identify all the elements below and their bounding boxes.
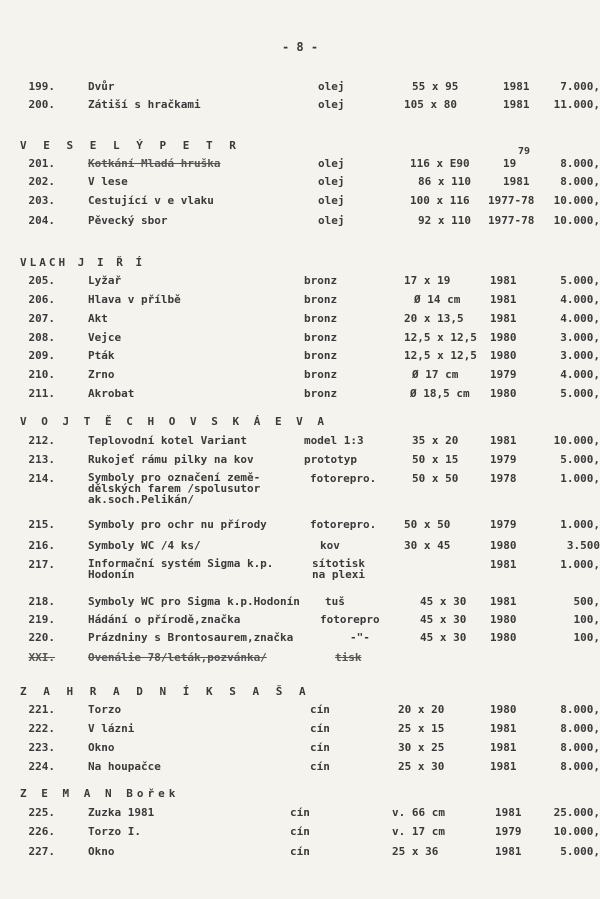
item-size: 30 x 25	[398, 741, 445, 754]
item-year: 1981	[490, 558, 517, 571]
item-price: 3.500	[566, 539, 600, 552]
item-number: 200.	[28, 98, 55, 111]
list-item	[0, 651, 600, 669]
item-title: V lese	[88, 175, 128, 188]
item-title: Pták	[88, 349, 115, 362]
item-price: 3.000,	[560, 331, 600, 344]
item-size: 86 x 110	[418, 175, 471, 188]
list-item	[0, 349, 600, 367]
item-number: 224.	[28, 760, 55, 773]
item-size: 45 x 30	[420, 613, 467, 626]
item-technique: olej	[318, 157, 345, 170]
item-technique: bronz	[304, 349, 338, 362]
item-size: 12,5 x 12,5	[404, 331, 477, 344]
list-item	[0, 434, 600, 452]
list-item	[0, 80, 600, 98]
item-technique: prototyp	[304, 453, 357, 466]
item-price: 8.000,	[560, 760, 600, 773]
item-title: Torzo	[88, 703, 122, 716]
item-number: 213.	[28, 453, 55, 466]
item-number: 202.	[28, 175, 55, 188]
list-item	[0, 387, 600, 405]
item-size: 55 x 95	[412, 80, 459, 93]
item-number: 217.	[28, 558, 55, 571]
item-year: 1978	[490, 472, 517, 485]
item-technique: sítotisk na plexi	[312, 557, 365, 581]
item-year: 1981	[490, 312, 517, 325]
item-title: Okno	[88, 845, 115, 858]
item-size: 100 x 116	[410, 194, 470, 207]
item-number: 204.	[28, 214, 55, 227]
item-title: Lyžař	[88, 274, 122, 287]
list-item	[0, 825, 600, 843]
list-item	[0, 274, 600, 292]
item-technique: -"-	[350, 631, 370, 644]
item-technique: bronz	[304, 368, 338, 381]
item-technique: olej	[318, 175, 345, 188]
list-item	[0, 175, 600, 193]
item-title: Prázdniny s Brontosaurem,značka	[88, 631, 294, 644]
item-year: 1981	[490, 741, 517, 754]
item-number: 210.	[28, 368, 55, 381]
item-price: 4.000,	[560, 293, 600, 306]
list-item	[0, 157, 600, 175]
item-number: 215.	[28, 518, 55, 531]
item-title: Kotkání Mladá hruška	[88, 157, 221, 170]
item-technique: bronz	[304, 274, 338, 287]
item-year: 1981	[490, 274, 517, 287]
item-technique: cín	[290, 806, 310, 819]
item-technique: fotorepro.	[310, 518, 377, 531]
list-item	[0, 368, 600, 386]
item-year: 1980	[490, 539, 517, 552]
item-year: 1981	[503, 98, 530, 111]
item-year: 1981	[503, 80, 530, 93]
list-item	[0, 312, 600, 330]
item-number: 205.	[28, 274, 55, 287]
item-year: 1980	[490, 703, 517, 716]
item-size: 25 x 30	[398, 760, 445, 773]
item-title: Rukojeť rámu pilky na kov	[88, 453, 254, 466]
artist-heading: Z E M A N Bořek	[20, 787, 180, 800]
item-title: Hádání o přírodě,značka	[88, 613, 241, 626]
item-price: 500,	[573, 595, 600, 608]
item-year: 1981	[490, 595, 517, 608]
item-number: 201.	[28, 157, 55, 170]
item-title: Akrobat	[88, 387, 135, 400]
list-item	[0, 331, 600, 349]
item-year: 1979	[490, 453, 517, 466]
item-technique: tuš	[325, 595, 345, 608]
item-price: 3.000,	[560, 349, 600, 362]
item-title: Zrno	[88, 368, 115, 381]
item-price: 8.000,	[560, 741, 600, 754]
item-number: 214.	[28, 472, 55, 485]
list-item	[0, 595, 600, 613]
list-item	[0, 703, 600, 721]
item-price: 1.000,	[560, 558, 600, 571]
item-title: Okno	[88, 741, 115, 754]
item-year: 1981	[490, 293, 517, 306]
item-size: 35 x 20	[412, 434, 459, 447]
item-size: Ø 18,5 cm	[410, 387, 470, 400]
item-size: 12,5 x 12,5	[404, 349, 477, 362]
list-item	[0, 539, 600, 557]
item-title: Dvůr	[88, 80, 115, 93]
item-technique: cín	[310, 722, 330, 735]
item-year: 1980	[490, 387, 517, 400]
item-title: Na houpačce	[88, 760, 161, 773]
list-item	[0, 558, 600, 590]
item-number: 218.	[28, 595, 55, 608]
item-title: Symboly pro ochr nu přírody	[88, 518, 267, 531]
item-price: 25.000,	[553, 806, 600, 819]
item-year: 1980	[490, 331, 517, 344]
item-number: XXI.	[28, 651, 55, 664]
item-technique: olej	[318, 194, 345, 207]
item-number: 208.	[28, 331, 55, 344]
item-year: 1980	[490, 349, 517, 362]
list-item	[0, 806, 600, 824]
item-number: 225.	[28, 806, 55, 819]
item-number: 199.	[28, 80, 55, 93]
item-title: Symboly WC /4 ks/	[88, 539, 201, 552]
item-size: 20 x 20	[398, 703, 445, 716]
artist-heading: V E S E L Ý P E T R	[20, 139, 241, 152]
year-correction: 79	[518, 146, 531, 157]
item-number: 219.	[28, 613, 55, 626]
list-item	[0, 760, 600, 778]
list-item	[0, 518, 600, 536]
list-item	[0, 613, 600, 631]
item-price: 100,	[573, 631, 600, 644]
item-price: 5.000,	[560, 274, 600, 287]
item-title: Ovenálie 78/leták,pozvánka/	[88, 651, 267, 664]
item-title: Cestující v e vlaku	[88, 194, 214, 207]
item-year: 1980	[490, 631, 517, 644]
item-technique: fotorepro	[320, 613, 380, 626]
item-technique: olej	[318, 214, 345, 227]
item-number: 222.	[28, 722, 55, 735]
item-technique: bronz	[304, 293, 338, 306]
item-number: 216.	[28, 539, 55, 552]
item-price: 10.000,	[553, 825, 600, 838]
item-size: 116 x E90	[410, 157, 470, 170]
item-price: 10.000,	[553, 214, 600, 227]
list-item	[0, 845, 600, 863]
item-price: 4.000,	[560, 312, 600, 325]
list-item	[0, 98, 600, 116]
item-year: 1979	[490, 368, 517, 381]
item-number: 203.	[28, 194, 55, 207]
item-price: 7.000,	[560, 80, 600, 93]
item-size: 17 x 19	[404, 274, 451, 287]
item-title: Symboly pro označení země- dělských farem /spolusutor ak.soch.Pelikán/	[88, 471, 261, 506]
item-number: 226.	[28, 825, 55, 838]
item-number: 207.	[28, 312, 55, 325]
item-year: 1977-78	[488, 214, 535, 227]
item-number: 227.	[28, 845, 55, 858]
item-price: 8.000,	[560, 703, 600, 716]
item-size: Ø 14 cm	[414, 293, 461, 306]
item-technique: cín	[290, 825, 310, 838]
item-number: 212.	[28, 434, 55, 447]
item-year: 1981	[495, 806, 522, 819]
item-size: 45 x 30	[420, 595, 467, 608]
item-size: v. 17 cm	[392, 825, 445, 838]
item-price: 1.000,	[560, 472, 600, 485]
list-item	[0, 194, 600, 212]
item-price: 8.000,	[560, 175, 600, 188]
item-price: 5.000,	[560, 845, 600, 858]
item-size: 105 x 80	[404, 98, 457, 111]
item-size: 20 x 13,5	[404, 312, 464, 325]
item-title: Torzo I.	[88, 825, 141, 838]
artist-heading: VLACH J I Ř Í	[20, 256, 146, 269]
item-technique: cín	[310, 703, 330, 716]
item-technique: bronz	[304, 387, 338, 400]
item-title: Symboly WC pro Sigma k.p.Hodonín	[88, 595, 300, 608]
list-item	[0, 631, 600, 649]
item-price: 100,	[573, 613, 600, 626]
item-year: 1981	[490, 760, 517, 773]
artist-heading: Z A H R A D N Í K S A Š A	[20, 685, 311, 698]
item-title: Pěvecký sbor	[88, 214, 168, 227]
item-size: 25 x 36	[392, 845, 439, 858]
item-size: 50 x 15	[412, 453, 459, 466]
item-price: 1.000,	[560, 518, 600, 531]
item-number: 220.	[28, 631, 55, 644]
item-price: 8.000,	[560, 157, 600, 170]
item-size: 45 x 30	[420, 631, 467, 644]
item-technique: cín	[290, 845, 310, 858]
item-title: Hlava v přílbě	[88, 293, 181, 306]
item-year: 1981	[503, 175, 530, 188]
item-size: 50 x 50	[412, 472, 459, 485]
item-year: 1981	[490, 434, 517, 447]
item-year: 1981	[490, 722, 517, 735]
item-number: 221.	[28, 703, 55, 716]
item-title: Zátiší s hračkami	[88, 98, 201, 111]
item-technique: cín	[310, 760, 330, 773]
list-item	[0, 472, 600, 512]
item-technique: olej	[318, 98, 345, 111]
item-year: 1979	[495, 825, 522, 838]
item-size: 30 x 45	[404, 539, 451, 552]
item-price: 4.000,	[560, 368, 600, 381]
item-number: 206.	[28, 293, 55, 306]
list-item	[0, 293, 600, 311]
item-year: 1980	[490, 613, 517, 626]
item-size: 50 x 50	[404, 518, 451, 531]
item-technique: bronz	[304, 312, 338, 325]
item-technique: cín	[310, 741, 330, 754]
item-price: 8.000,	[560, 722, 600, 735]
item-title: Teplovodní kotel Variant	[88, 434, 247, 447]
item-technique: tisk	[335, 651, 362, 664]
item-size: 25 x 15	[398, 722, 445, 735]
item-technique: kov	[320, 539, 340, 552]
item-year: 1981	[495, 845, 522, 858]
list-item	[0, 741, 600, 759]
item-title: Akt	[88, 312, 108, 325]
item-year: 1979	[490, 518, 517, 531]
item-technique: model 1:3	[304, 434, 364, 447]
item-number: 223.	[28, 741, 55, 754]
item-technique: bronz	[304, 331, 338, 344]
item-title: Vejce	[88, 331, 122, 344]
item-technique: fotorepro.	[310, 472, 377, 485]
item-price: 11.000,	[553, 98, 600, 111]
list-item	[0, 722, 600, 740]
item-year: 19	[503, 157, 517, 170]
page-number: - 8 -	[281, 40, 319, 54]
artist-heading: V O J T Ě C H O V S K Á E V A	[20, 415, 329, 428]
item-price: 10.000,	[553, 434, 600, 447]
item-title: Informační systém Sigma k.p. Hodonín	[88, 557, 274, 581]
item-price: 10.000,	[553, 194, 600, 207]
item-title: V lázni	[88, 722, 135, 735]
item-number: 211.	[28, 387, 55, 400]
item-number: 209.	[28, 349, 55, 362]
list-item	[0, 214, 600, 232]
item-technique: olej	[318, 80, 345, 93]
item-size: 92 x 110	[418, 214, 471, 227]
item-price: 5.000,	[560, 387, 600, 400]
list-item	[0, 453, 600, 471]
item-title: Zuzka 1981	[88, 806, 155, 819]
item-size: v. 66 cm	[392, 806, 445, 819]
item-size: Ø 17 cm	[412, 368, 459, 381]
item-price: 5.000,	[560, 453, 600, 466]
item-year: 1977-78	[488, 194, 535, 207]
